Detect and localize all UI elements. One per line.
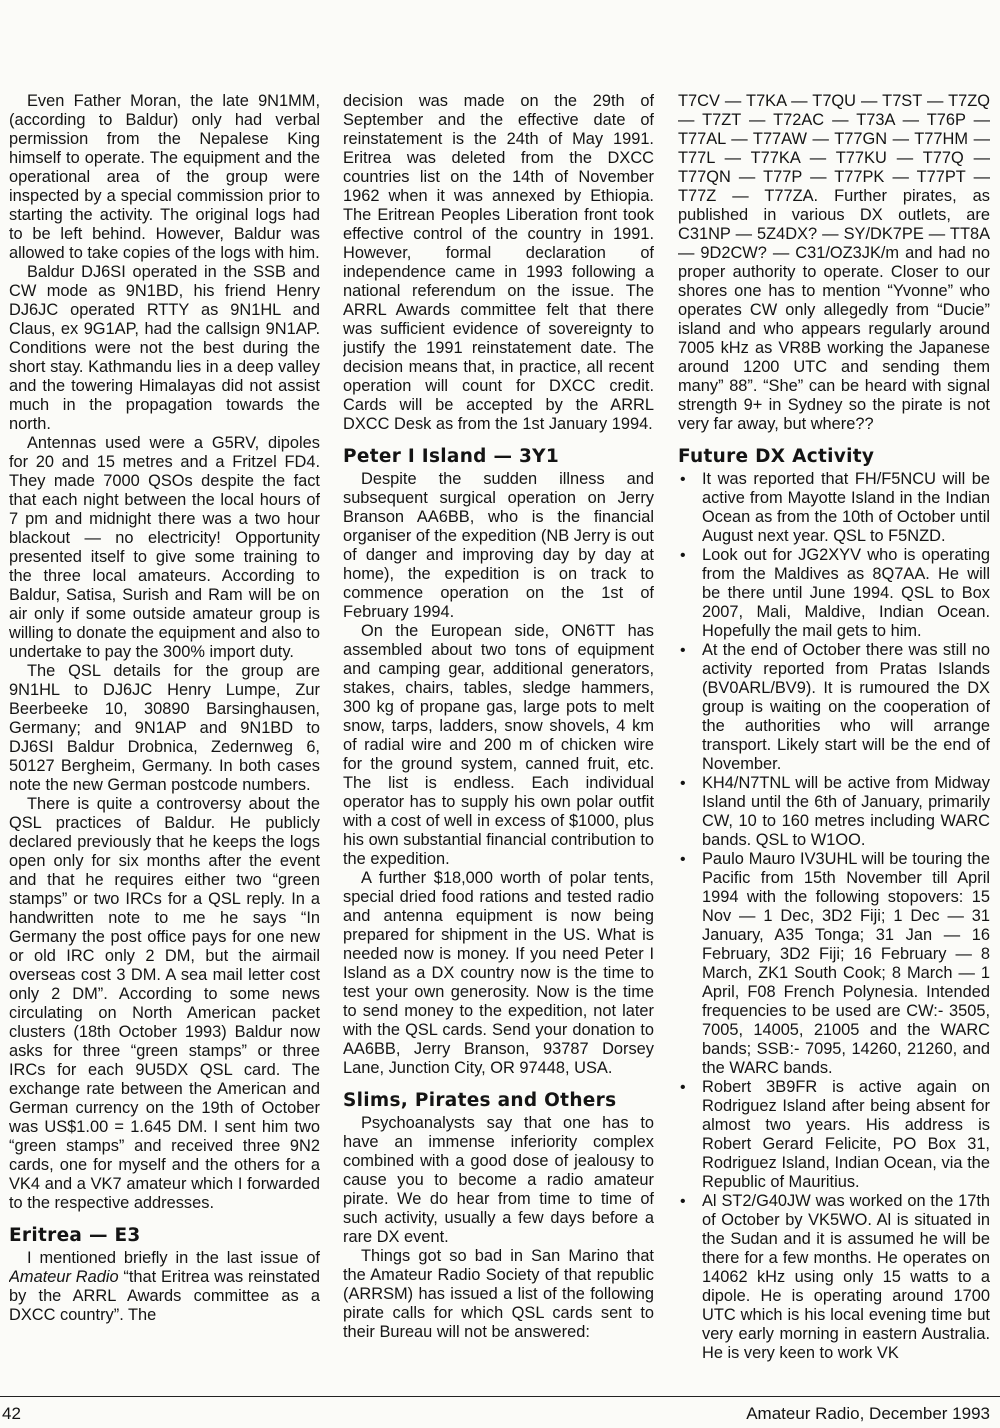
publication-title: Amateur Radio [9,1268,119,1286]
heading-slims-pirates: Slims, Pirates and Others [343,1090,617,1111]
list-item-text: At the end of October there was still no activity reported from Pratas Islands (BV0ARL/BV9). It is rumoured the DX group is waiting on the cooperation of the authorities who will arrange transport. Likely start will be the end of November. [702,641,990,773]
paragraph: Despite the sudden illness and subsequent surgical operation on Jerry Branson AA6BB, who is the financial organiser of the expedition (NB Jerry is out of danger and improving day by day at home), the expedition is on track to commence operation on the 1st of February 1994. [343,470,654,621]
column-2 [343,92,654,1398]
text-run: “that Eritrea was reinstated by the ARRL Awards committee as a DXCC country”. The [9,1268,320,1324]
bullet-icon: • [680,1193,686,1210]
bullet-icon: • [680,775,686,792]
paragraph: Psychoanalysts say that one has to have an immense inferiority complex combined with a good dose of jealousy to cause you to become a radio amateur pirate. We do hear from time to time of such activity, usually a few days before a rare DX event. [343,1114,654,1246]
list-item [678,641,990,774]
heading-future-dx: Future DX Activity [678,446,875,467]
publication-footer: Amateur Radio, December 1993 [746,1404,990,1423]
bullet-icon: • [680,851,686,868]
paragraph: The QSL details for the group are 9N1HL to DJ6JC Henry Lumpe, Zur Beerbeeke 10, 30890 Barsinghausen, Germany; and 9N1AP and 9N1BD to DJ6SI Baldur Drobnica, Zedernweg 6, 50127 Bergheim, Germany. In both cases note the new German postcode numbers. [9,662,320,794]
column-3 [678,92,990,1398]
list-item-text: KH4/N7TNL will be active from Midway Island until the 6th of January, primarily CW, 10 to 160 metres including WARC bands. QSL to W1OO. [702,774,990,849]
paragraph: On the European side, ON6TT has assembled about two tons of equipment and camping gear, additional generators, stakes, chairs, tables, sledge hammers, 300 kg of propane gas, large pots to melt snow, tarps, ladders, snow shovels, 4 km of radial wire and 200 m of chicken wire for the ground system, canned fruit, etc. The list is endless. Each individual operator has to supply his own polar outfit with a cost of well in excess of $1000, plus his own substantial financial contribution to the expedition. [343,622,654,868]
list-item [678,774,990,850]
list-item-text: Paulo Mauro IV3UHL will be touring the Pacific from 15th November till April 1994 with the following stopovers: 15 Nov — 1 Dec, 3D2 Fiji; 1 Dec — 31 January, A35 Tonga; 31 Jan — 16 February, 3D2 Fiji; 16 February — 8 March, ZK1 South Cook; 8 March — 1 April, F08 French Polynesia. Intended frequencies to be used are CW:- 3505, 7005, 14005, 21005 and the WARC bands; SSB:- 7095, 14260, 21260, and the WARC bands. [702,850,990,1077]
paragraph [9,1249,320,1325]
paragraph: There is quite a controversy about the QSL practices of Baldur. He publicly declared previously that he keeps the logs open only for six months after the event and that he requires either two “green stamps” or two IRCs for a QSL reply. In a handwritten note to me he says “In Germany the post office pays for one new or old IRC only 2 DM, but the airmail overseas cost 3 DM. A sea mail letter cost only 2 DM”. According to some news circulating on North American packet clusters (18th October 1993) Baldur now asks for three “green stamps” or three IRCs for each 9U5DX QSL card. The exchange rate between the American and German currency on the 19th of October was US$1.00 = 1.645 DM. I sent him two “green stamps” and received three 9N2 cards, one for myself and the others for a VK4 and a VK7 amateur which I forwarded to the respective addresses. [9,795,320,1212]
paragraph: Things got so bad in San Marino that the Amateur Radio Society of that republic (ARRSM) has issued a list of the following pirate calls for which QSL cards sent to their Bureau will not be answered: [343,1247,654,1341]
paragraph: Baldur DJ6SI operated in the SSB and CW mode as 9N1BD, his friend Henry DJ6JC operated RTTY as 9N1HL and Claus, ex 9G1AP, had the callsign 9N1AP. Conditions were not the best during the short stay. Kathmandu lies in a deep valley and the towering Himalayas did not assist much in the propagation towards the north. [9,263,320,433]
bullet-icon: • [680,642,686,659]
list-item [678,1078,990,1192]
list-item [678,546,990,641]
list-item-text: Look out for JG2XYV who is operating from the Maldives as 8Q7AA. He will be there until June 1994. QSL to Box 2007, Mali, Maldive, Indian Ocean. Hopefully the mail gets to him. [702,546,990,640]
footer-rule [0,1396,1000,1397]
text-run: I mentioned briefly in the last issue of [27,1249,320,1267]
list-item [678,1192,990,1363]
paragraph: T7CV — T7KA — T7QU — T7ST — T7ZQ — T7ZT — T72AC — T73A — T76P — T77AL — T77AW — T77GN — T77HM — T77L — T77KA — T77KU — T77Q — T77QN — T77P — T77PK — T77PT — T77Z — T77ZA. Further pirates, as published in various DX outlets, are C31NP — 5Z4DX? — SY/DK7PE — TT8A — 9D2CW? — C31/OZ3JK/m and had no proper authority to operate. Closer to our shores one has to mention “Yvonne” who operates CW only allegedly from “Ducie” island and who appears regularly around 7005 kHz as VR8B working the Japanese around 1200 UTC and sending them many” 88”. “She” can be heard with signal strength 9+ in Sydney so the pirate is not very far away, but where?? [678,92,990,433]
paragraph: Antennas used were a G5RV, dipoles for 20 and 15 metres and a Fritzel FD4. They made 7000 QSOs despite the fact that each night between the local hours of 7 pm and midnight there was a two hour blackout — no electricity! Opportunity presented itself to give some training to the three local amateurs. According to Baldur, Satisa, Surish and Ram will be on air only if some outside amateur group is willing to donate the equipment and also to undertake to pay the 300% import duty. [9,434,320,661]
bullet-icon: • [680,471,686,488]
paragraph: Even Father Moran, the late 9N1MM, (according to Baldur) only had verbal permission from the Nepalese King himself to operate. The equipment and the operational area of the group were inspected by a special commission prior to starting the activity. The original logs had to be left behind. However, Baldur was allowed to take copies of the logs with him. [9,92,320,262]
heading-peter-i-island: Peter I Island — 3Y1 [343,446,560,467]
heading-eritrea: Eritrea — E3 [9,1225,141,1246]
paragraph: A further $18,000 worth of polar tents, special dried food rations and tested radio and antenna equipment is now being prepared for shipment in the US. What is needed now is money. If you need Peter I Island as a DX country now is the time to test your own generosity. Now is the time to send money to the expedition, not later with the QSL cards. Send your donation to AA6BB, Jerry Branson, 93787 Dorsey Lane, Junction City, OR 97448, USA. [343,869,654,1077]
list-item-text: Robert 3B9FR is active again on Rodriguez Island after being absent for almost two years. His address is Robert Gerard Felicite, PO Box 31, Rodriguez Island, Indian Ocean, via the Republic of Mauritius. [702,1078,990,1191]
bullet-icon: • [680,1079,686,1096]
bullet-list [678,470,990,1363]
paragraph: decision was made on the 29th of September and the effective date of reinstatement is the 24th of May 1991. Eritrea was deleted from the DXCC countries list on the 14th of November 1962 when it was annexed by Ethiopia. The Eritrean Peoples Liberation front took effective control of the country in 1991. However, formal declaration of independence came in 1993 following a national referendum on the issue. The ARRL Awards committee felt that there was sufficient evidence of sovereignty to justify the 1991 reinstatement date. The decision means that, in practice, all recent operation will count for DXCC credit. Cards will be accepted by the ARRL DXCC Desk as from the 1st January 1994. [343,92,654,433]
page-number: 42 [2,1404,21,1423]
list-item [678,850,990,1078]
column-1 [9,92,320,1398]
bullet-icon: • [680,547,686,564]
list-item [678,470,990,546]
list-item-text: Al ST2/G40JW was worked on the 17th of October by VK5WO. Al is situated in the Sudan and it is assumed he will be there for a few months. He operates on 14062 kHz using only 15 watts to a dipole. He is operating around 1700 UTC which is his local evening time but very early morning in eastern Australia. He is very keen to work VK [702,1192,990,1362]
list-item-text: It was reported that FH/F5NCU will be active from Mayotte Island in the Indian Ocean as from the 10th of October until August next year. QSL to F5NZD. [702,470,990,545]
